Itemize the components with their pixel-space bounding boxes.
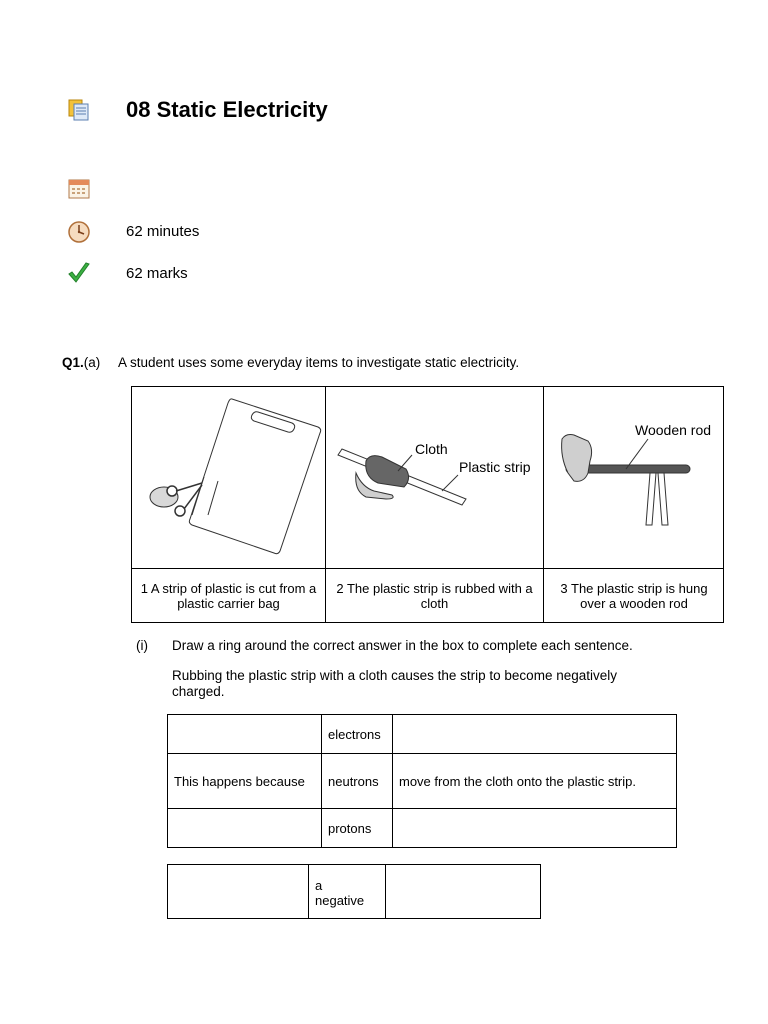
- clock-icon: [66, 219, 92, 245]
- choice-table-1: [167, 714, 677, 848]
- picture-2-caption: 2 The plastic strip is rubbed with a cloth: [326, 568, 544, 623]
- wooden-rod-illustration: [544, 387, 724, 568]
- option-neutrons[interactable]: neutrons: [322, 754, 393, 809]
- picture-1-cell: [132, 387, 326, 568]
- subquestion-instruction: Draw a ring around the correct answer in the box to complete each sentence.: [172, 638, 633, 653]
- question-part: (a): [83, 355, 101, 370]
- sentence1-prefix: This happens because: [168, 754, 322, 809]
- picture-3-cell: [544, 387, 724, 568]
- choice-table-2: [167, 864, 541, 919]
- option-protons[interactable]: protons: [322, 809, 393, 848]
- cloth-label: Cloth: [415, 441, 448, 457]
- duration-text: 62 minutes: [126, 223, 200, 240]
- picture-2-cell: [326, 387, 544, 568]
- plastic-strip-label: Plastic strip: [459, 459, 531, 475]
- document-icon: [66, 97, 92, 123]
- option-a[interactable]: a: [315, 877, 323, 893]
- rubbing-strip-illustration: [326, 387, 544, 568]
- calendar-icon: [66, 176, 92, 202]
- wooden-rod-label: Wooden rod: [635, 422, 712, 438]
- page-title: 08 Static Electricity: [126, 97, 328, 122]
- sentence2-options[interactable]: [309, 865, 386, 919]
- option-negative[interactable]: negative: [315, 892, 365, 908]
- picture-3-caption: 3 The plastic strip is hung over a wooden rod: [544, 568, 724, 623]
- marks-text: 62 marks: [126, 265, 188, 282]
- checkmark-icon: [66, 260, 92, 286]
- question-intro: A student uses some everyday items to investigate static electricity.: [118, 355, 520, 370]
- picture-table: [131, 386, 724, 623]
- subquestion-statement: Rubbing the plastic strip with a cloth causes the strip to become negatively charged.: [172, 668, 617, 699]
- picture-1-caption: 1 A strip of plastic is cut from a plastic carrier bag: [132, 568, 326, 623]
- subquestion-marker: (i): [136, 638, 148, 653]
- sentence1-suffix: move from the cloth onto the plastic strip.: [393, 754, 677, 809]
- option-electrons[interactable]: electrons: [322, 715, 393, 754]
- carrier-bag-illustration: [132, 387, 326, 568]
- question-number: Q1.(a): [62, 355, 101, 370]
